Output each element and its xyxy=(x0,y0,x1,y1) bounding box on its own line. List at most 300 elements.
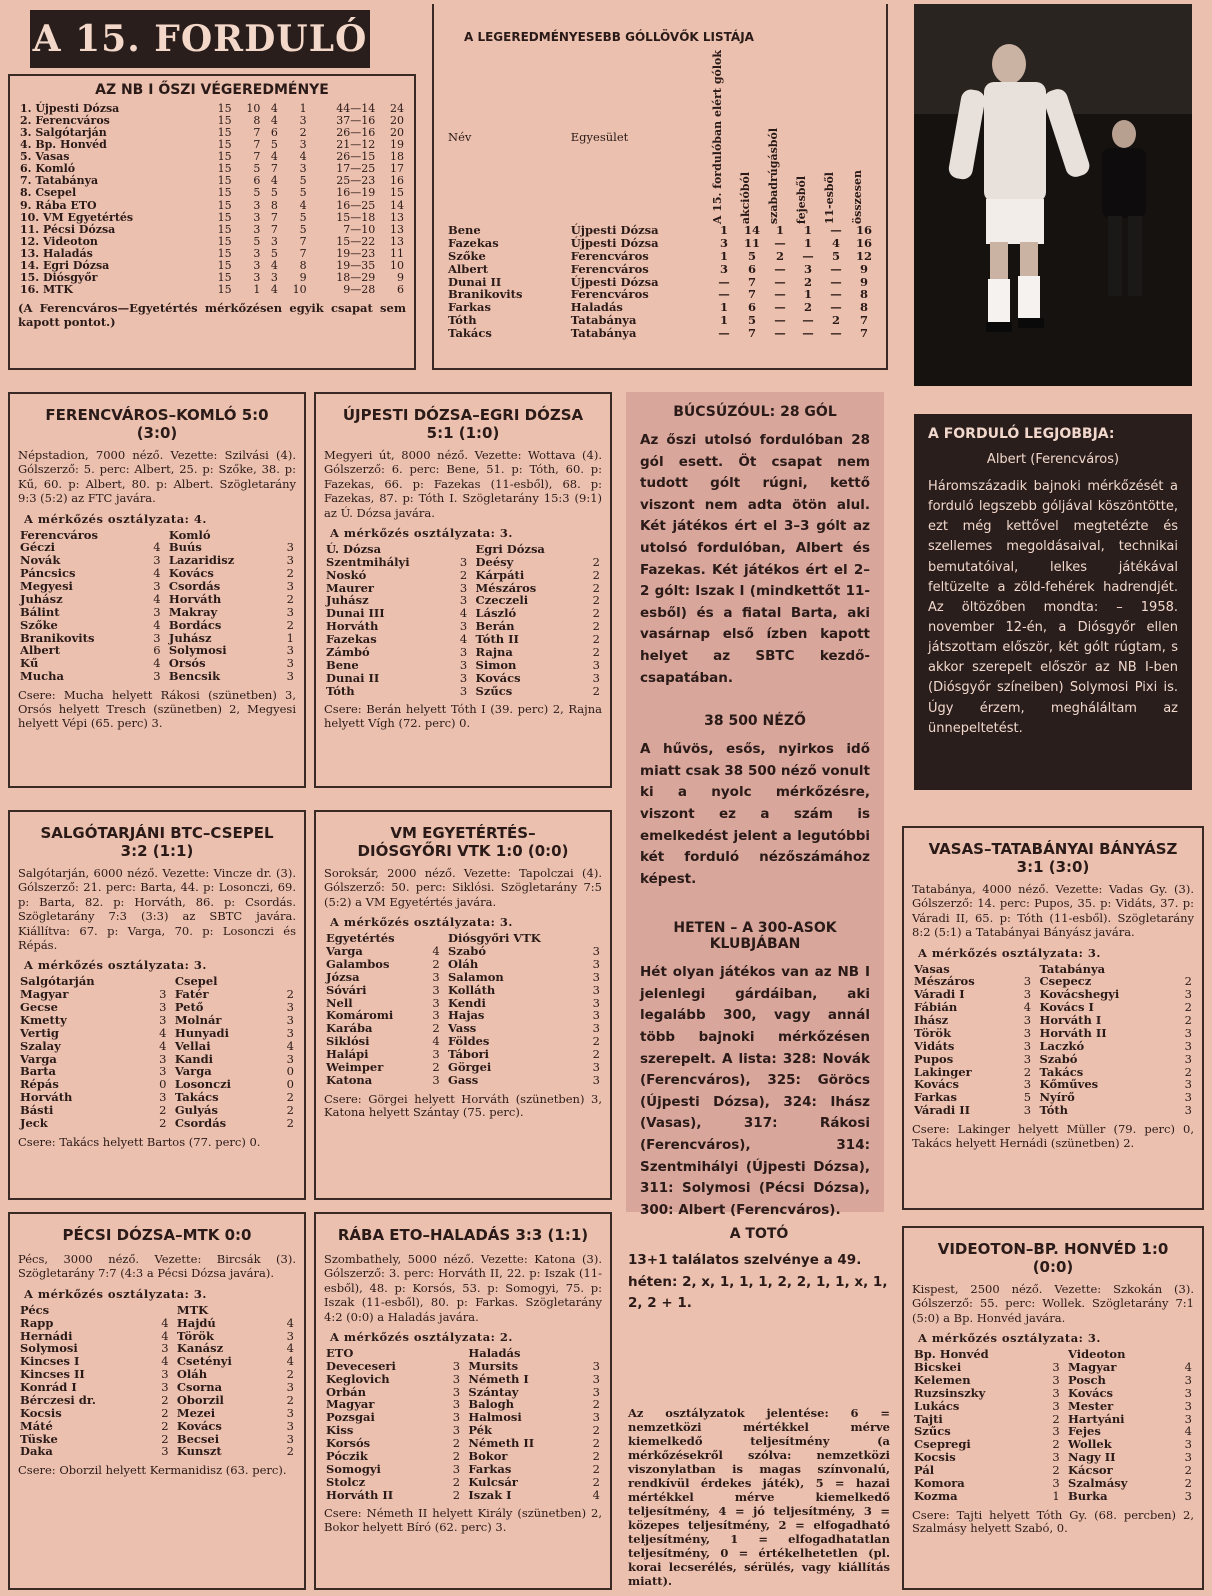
lineup-row xyxy=(18,1027,296,1040)
lineup-team-home: Bp. Honvéd xyxy=(914,1347,989,1362)
standings-note: (A Ferencváros—Egyetértés mérkőzésen egyik csapat sem kapott pontot.) xyxy=(18,301,406,330)
lineup-table xyxy=(324,543,602,698)
lineup-row xyxy=(324,569,602,582)
player-name: Simon xyxy=(475,657,517,672)
player-grade: 2 xyxy=(592,580,600,595)
substitutions: Csere: Németh II helyett Király (szünetben) 2, Bokor helyett Bíró (62. perc) 3. xyxy=(324,1506,602,1535)
player-grade: 3 xyxy=(286,1418,294,1433)
player-grade: 1 xyxy=(286,630,294,645)
player-grade: 3 xyxy=(1184,1398,1192,1413)
spacer xyxy=(276,1304,296,1317)
lineup-team-home: ETO xyxy=(326,1345,354,1360)
scorers-row: Tóth Tatabánya 1 5 — — 2 7 xyxy=(448,313,868,328)
player-grade: 3 xyxy=(161,1341,169,1356)
player-grade: 3 xyxy=(161,1380,169,1394)
standings-title: AZ NB I ŐSZI VÉGEREDMÉNYE xyxy=(95,82,329,98)
standings-row: 14. Egri Dózsa 15 3 4 8 19—35 10 xyxy=(20,259,404,273)
player-grade: 3 xyxy=(432,1047,440,1061)
player-grade: 2 xyxy=(159,1115,167,1130)
player-name: Géczi xyxy=(20,540,56,555)
feature-text-spectators: A hűvös, esős, nyirkos idő miatt csak 38 500 néző vonult ki a nyolc mérkőzésre, viszont ez a szám is emelkedést jelent a legutóbbi két forduló nézőszámához képest. xyxy=(640,741,870,887)
player-name: Fejes xyxy=(1068,1424,1101,1439)
player-name: Pozsgai xyxy=(326,1410,375,1425)
player-grade: 2 xyxy=(1052,1437,1060,1452)
player-grade: 3 xyxy=(1023,1077,1032,1092)
player-grade: 2 xyxy=(452,1436,461,1450)
player-grade: 3 xyxy=(592,1384,600,1399)
player-name: Farkas xyxy=(914,1090,957,1105)
player-grade: 2 xyxy=(161,1405,169,1420)
player-name: Hartyáni xyxy=(1068,1411,1125,1426)
standings-row: 7. Tatabánya 15 6 4 5 25—23 16 xyxy=(20,174,404,188)
match-rating: A mérkőzés osztályzata: 3. xyxy=(918,1331,1101,1346)
substitutions: Csere: Mucha helyett Rákosi (szünetben) 3, Orsós helyett Tresch (szünetben) 2, Megyesi helyett Vépi (65. perc) 3. xyxy=(18,688,296,730)
player-name: Pál xyxy=(914,1463,935,1477)
player-name: Póczik xyxy=(326,1448,368,1463)
player-grade: 3 xyxy=(432,1008,440,1023)
toto-title: A TOTÓ xyxy=(729,1226,789,1242)
lineup-table xyxy=(912,1348,1194,1503)
player-grade: 3 xyxy=(592,944,600,958)
player-grade: 4 xyxy=(161,1328,169,1343)
player-grade: 0 xyxy=(286,1064,294,1079)
player-grade: 2 xyxy=(432,1021,440,1036)
player-name: Somogyi xyxy=(326,1461,381,1476)
player-name: Földes xyxy=(448,1034,490,1049)
player-name: Varga xyxy=(20,1051,57,1066)
standings-row: 4. Bp. Honvéd 15 7 5 3 21—12 19 xyxy=(20,138,404,152)
match-sbtc-csepel xyxy=(8,810,306,1200)
player-name: Makray xyxy=(168,604,218,619)
player-grade: 3 xyxy=(1052,1385,1060,1400)
player-grade: 3 xyxy=(161,1367,169,1382)
player-name: Korsós xyxy=(326,1436,371,1450)
player-name: Mester xyxy=(1068,1398,1114,1413)
player-grade: 2 xyxy=(1023,1064,1032,1079)
player-name: Görgei xyxy=(448,1059,492,1074)
player-grade: 3 xyxy=(286,553,294,568)
player-name: Török xyxy=(914,1025,952,1040)
rating-legend: Az osztályzatok jelentése: 6 = nemzetközi mértékkel mérve kiemelkedő teljesítmény (a mérkőzésekről szólva: nemzetközi viszonylatban is magas színvonalú, rendkívül érdekes játék), 5 = hazai mértékkel mérve kiemelkedő teljesítmény, 4 = jó teljesítmény, 3 = közepes teljesítmény, 2 = elfogadható teljesítmény, 1 = elfogadhatatlan teljesítmény, 0 = értékelhetetlen (pl. korai lecserélés, sérülés, vagy kiállítás miatt). xyxy=(628,1406,890,1589)
lineup-row xyxy=(18,988,296,1001)
player-name: Karába xyxy=(326,1021,373,1036)
lineup-row xyxy=(324,1476,602,1489)
player-grade: 4 xyxy=(153,566,161,581)
player-name: Kovács xyxy=(914,1077,960,1092)
player-grade: 3 xyxy=(592,1008,600,1023)
player-name: Horváth II xyxy=(1039,1025,1107,1040)
player-name: Szabó xyxy=(1039,1051,1078,1066)
match-title: VM EGYETÉRTÉS– xyxy=(390,824,536,842)
scorers-row: Branikovits Ferencváros — 7 — 1 — 8 xyxy=(448,287,868,302)
match-score: 3:2 (1:1) xyxy=(120,842,194,860)
player-grade: 3 xyxy=(452,1461,461,1476)
best-player-box xyxy=(914,414,1192,790)
standings-row: 2. Ferencváros 15 8 4 3 37—16 20 xyxy=(20,113,404,127)
lineup-row xyxy=(912,1053,1194,1066)
player-grade: 2 xyxy=(432,956,440,971)
player-grade: 2 xyxy=(286,987,294,1002)
lineup-team-home: Ferencváros xyxy=(20,527,98,542)
player-name: Kovácshegyi xyxy=(1039,987,1120,1002)
standings-row: 15. Diósgyőr 15 3 3 9 18—29 9 xyxy=(20,271,404,285)
player-name: Csordás xyxy=(168,579,221,593)
player-grade: 4 xyxy=(153,540,161,555)
player-grade: 3 xyxy=(286,579,294,593)
player-grade: 3 xyxy=(452,1384,461,1399)
lineup-row xyxy=(18,1381,296,1394)
player-name: Kanász xyxy=(176,1341,224,1356)
player-name: Pető xyxy=(174,1000,204,1014)
lineup-row xyxy=(912,1387,1194,1400)
player-grade: 2 xyxy=(1184,1000,1192,1015)
player-grade: 3 xyxy=(1023,1038,1032,1053)
player-grade: 2 xyxy=(592,632,600,646)
player-grade: 3 xyxy=(286,669,294,684)
match-raba-haladas xyxy=(314,1212,612,1590)
player-grade: 3 xyxy=(592,1371,600,1386)
player-grade: 3 xyxy=(432,1072,440,1087)
match-rating: A mérkőzés osztályzata: 3. xyxy=(330,915,513,930)
player-grade: 3 xyxy=(153,579,161,593)
player-grade: 2 xyxy=(161,1418,169,1433)
player-name: Kovács xyxy=(475,670,521,685)
player-name: Lukács xyxy=(914,1398,960,1413)
player-name: Kőműves xyxy=(1039,1077,1099,1092)
player-grade: 3 xyxy=(286,1380,294,1394)
player-grade: 3 xyxy=(432,982,440,997)
substitutions: Csere: Tajti helyett Tóth Gy. (68. percben) 2, Szalmásy helyett Szabó, 0. xyxy=(912,1507,1194,1536)
match-report: Pécs, 3000 néző. Vezette: Bircsák (3). Szögletarány 7:7 (4:3 a Pécsi Dózsa javára). xyxy=(18,1252,296,1281)
player-name: Pék xyxy=(468,1423,492,1438)
player-name: Albert xyxy=(20,643,61,658)
player-grade: 5 xyxy=(1023,1090,1032,1105)
player-name: Halápi xyxy=(326,1047,369,1061)
player-name: Horváth xyxy=(20,1090,73,1105)
player-grade: 3 xyxy=(459,593,468,608)
player-grade: 3 xyxy=(1052,1424,1060,1439)
match-score: (3:0) xyxy=(136,424,178,442)
player-name: Vidáts xyxy=(914,1038,955,1053)
player-grade: 2 xyxy=(452,1474,461,1489)
spacer xyxy=(582,543,602,556)
player-name: Weimper xyxy=(326,1059,384,1074)
player-name: Dunai III xyxy=(326,606,385,621)
player-name: Szentmihályi xyxy=(326,554,410,569)
lineup-table xyxy=(912,963,1194,1118)
player-grade: 3 xyxy=(153,553,161,568)
player-name: Orbán xyxy=(326,1384,366,1399)
player-grade: 3 xyxy=(153,604,161,619)
player-grade: 3 xyxy=(459,657,468,672)
player-grade: 2 xyxy=(161,1431,169,1446)
lineup-row xyxy=(912,1374,1194,1387)
lineup-row xyxy=(912,1400,1194,1413)
player-name: Nagy II xyxy=(1068,1450,1116,1465)
player-name: Bálint xyxy=(20,604,60,619)
feature-title-club300: HETEN – A 300-ASOK KLUBJÁBAN xyxy=(673,920,837,953)
scorers-col-header: akcióból xyxy=(739,171,752,225)
player-name: Becsei xyxy=(176,1431,220,1446)
player-grade: 3 xyxy=(153,630,161,645)
match-title: SALGÓTARJÁNI BTC–CSEPEL xyxy=(40,824,274,842)
lineup-row xyxy=(324,1437,602,1450)
player-grade: 2 xyxy=(592,554,600,569)
match-vasas-tatabanya xyxy=(902,826,1204,1210)
player-grade: 2 xyxy=(432,1059,440,1074)
lineup-row xyxy=(18,580,296,593)
player-grade: 3 xyxy=(286,1328,294,1343)
player-name: Bérczesi dr. xyxy=(20,1392,96,1407)
lineup-row xyxy=(18,606,296,619)
player-grade: 3 xyxy=(592,969,600,984)
player-grade: 3 xyxy=(1052,1450,1060,1465)
player-grade: 3 xyxy=(161,1444,169,1459)
player-name: Halmosi xyxy=(468,1410,522,1425)
player-grade: 2 xyxy=(161,1392,169,1407)
player-name: Farkas xyxy=(468,1461,512,1476)
lineup-row xyxy=(324,1061,602,1074)
player-name: Noskó xyxy=(326,567,367,582)
player-grade: 3 xyxy=(1052,1398,1060,1413)
player-grade: 3 xyxy=(452,1358,461,1373)
player-name: Kincses II xyxy=(20,1367,85,1382)
player-grade: 3 xyxy=(432,995,440,1010)
player-grade: 2 xyxy=(1052,1411,1060,1426)
player-grade: 3 xyxy=(452,1397,461,1412)
player-grade: 4 xyxy=(286,1038,294,1053)
player-grade: 2 xyxy=(286,1115,294,1130)
lineup-row xyxy=(912,1014,1194,1027)
match-score: DIÓSGYŐRI VTK 1:0 (0:0) xyxy=(357,842,569,860)
player-name: Mészáros xyxy=(475,580,537,595)
player-grade: 2 xyxy=(592,1436,600,1450)
feature-column xyxy=(626,392,884,1218)
player-name: Keglovich xyxy=(326,1371,390,1386)
lineup-team-away: MTK xyxy=(176,1302,209,1317)
player-name: Komora xyxy=(914,1475,965,1490)
player-name: Branikovits xyxy=(20,630,95,645)
lineup-header xyxy=(324,543,602,556)
player-name: Juhász xyxy=(326,593,369,608)
player-name: Hajdú xyxy=(176,1315,216,1330)
player-name: Kendi xyxy=(448,995,486,1010)
lineup-team-away: Videoton xyxy=(1068,1347,1126,1362)
scorers-col-header: összesen xyxy=(851,169,864,225)
player-grade: 3 xyxy=(159,987,167,1002)
player-name: Maurer xyxy=(326,580,374,595)
spacer xyxy=(18,1244,296,1252)
player-grade: 3 xyxy=(286,604,294,619)
player-grade: 3 xyxy=(1052,1360,1060,1374)
player-name: Tóth II xyxy=(475,632,519,646)
scorers-col-header: fejesből xyxy=(795,175,808,225)
player-name: Bordács xyxy=(168,617,222,632)
player-grade: 3 xyxy=(1184,1411,1192,1426)
lineup-row xyxy=(912,1477,1194,1490)
lineup-row xyxy=(324,984,602,997)
player-name: Kozma xyxy=(914,1488,958,1503)
player-name: Deésy xyxy=(475,554,514,569)
player-name: Oborzil xyxy=(176,1392,224,1407)
lineup-row xyxy=(324,958,602,971)
player-grade: 4 xyxy=(159,1038,167,1053)
player-name: Gass xyxy=(448,1072,479,1087)
player-name: Barta xyxy=(20,1064,56,1079)
standings-row: 13. Haladás 15 3 5 7 19—23 11 xyxy=(20,246,404,260)
player-name: Salamon xyxy=(448,969,504,984)
match-score: 5:1 (1:0) xyxy=(426,424,500,442)
player-grade: 3 xyxy=(1184,1090,1192,1105)
scorers-row: Fazekas Újpesti Dózsa 3 11 — 1 4 16 xyxy=(448,235,872,250)
scorers-col-club: Egyesület xyxy=(570,129,629,144)
player-name: Katona xyxy=(326,1072,373,1087)
player-grade: 4 xyxy=(1023,1000,1032,1015)
player-name: Nell xyxy=(326,995,353,1010)
spacer xyxy=(582,1347,602,1360)
lineup-table xyxy=(324,932,602,1087)
player-name: Rajna xyxy=(475,644,513,659)
lineup-row xyxy=(18,1040,296,1053)
player-name: Varga xyxy=(174,1064,212,1079)
player-grade: 3 xyxy=(153,669,161,684)
player-grade: 3 xyxy=(159,1051,167,1066)
player-grade: 2 xyxy=(592,606,600,621)
lineup-row xyxy=(912,1104,1194,1117)
player-name: Szűcs xyxy=(914,1424,951,1439)
player-name: Mucha xyxy=(20,669,64,684)
player-grade: 3 xyxy=(1023,1013,1032,1027)
lineup-team-home: Salgótarján xyxy=(20,974,95,989)
player-name: Kulcsár xyxy=(468,1474,518,1489)
player-name: Ihász xyxy=(914,1013,949,1027)
player-grade: 3 xyxy=(459,619,468,634)
player-name: Burka xyxy=(1068,1488,1108,1503)
scorers-title: A LEGEREDMÉNYESEBB GÓLLÖVŐK LISTÁJA xyxy=(464,30,754,44)
player-name: Oláh xyxy=(448,956,479,971)
feature-title-goals: BÚCSÚZÓUL: 28 GÓL xyxy=(673,404,837,420)
feature-title-spectators: 38 500 NÉZŐ xyxy=(704,713,806,730)
player-name: Szabó xyxy=(448,944,486,958)
match-report: Tatabánya, 4000 néző. Vezette: Vadas Gy. (3). Gólszerző: 14. perc: Pupos, 35. p: Vidáts, 37. p: Váradi II, 65. p: Tóth (11-esből). Szögletarány 8:2 (5:1) a Tatabányai Bányász javára. xyxy=(912,882,1194,940)
feature-text-club300: Hét olyan játékos van az NB I jelenlegi gárdáiban, aki legalább 300, vagy annál több bajnoki mérkőzésen szerepelt. A lista: 328: Novák (Ferencváros), 325: Göröcs (Újpesti Dózsa), 324: Ihász (Vasas), 317: Rákosi (Ferencváros), 314: Szentmihályi (Újpesti Dózsa), 311: Solymosi (Pécsi Dózsa), 300: Albert (Ferencváros). xyxy=(640,964,870,1218)
player-grade: 3 xyxy=(459,580,468,595)
player-name: Répás xyxy=(20,1077,59,1092)
lineup-team-away: Haladás xyxy=(468,1345,521,1360)
player-name: Csepecz xyxy=(1039,974,1092,989)
player-grade: 2 xyxy=(286,617,294,632)
lineup-row xyxy=(18,593,296,606)
player-grade: 3 xyxy=(432,969,440,984)
player-grade: 2 xyxy=(592,1448,600,1463)
player-grade: 3 xyxy=(1023,1025,1032,1040)
player-grade: 2 xyxy=(1184,1064,1192,1079)
player-grade: 2 xyxy=(592,1034,600,1049)
lineup-team-home: Pécs xyxy=(20,1302,50,1317)
player-grade: 4 xyxy=(153,617,161,632)
player-grade: 3 xyxy=(159,1012,167,1027)
match-rating: A mérkőzés osztályzata: 4. xyxy=(24,511,207,526)
player-name: Csepregi xyxy=(914,1437,971,1452)
standings-row: 3. Salgótarján 15 7 6 2 26—16 20 xyxy=(20,125,404,139)
player-name: Tóth xyxy=(1039,1103,1069,1118)
player-grade: 3 xyxy=(592,1072,600,1087)
player-grade: 3 xyxy=(1184,1437,1192,1452)
scorers-col-header: szabadrúgásból xyxy=(767,128,780,225)
player-name: Stolcz xyxy=(326,1474,366,1489)
scorers-row: Bene Újpesti Dózsa 1 14 1 1 — 16 xyxy=(448,223,872,238)
player-name: Szalmásy xyxy=(1068,1475,1128,1490)
lineup-row xyxy=(912,1027,1194,1040)
player-name: Tábori xyxy=(448,1047,490,1061)
player-name: Dunai II xyxy=(326,670,380,685)
player-name: Horváth xyxy=(168,591,222,606)
substitutions: Csere: Berán helyett Tóth I (39. perc) 2, Rajna helyett Vígh (72. perc) 0. xyxy=(324,702,602,731)
player-name: Fatér xyxy=(174,987,209,1002)
match-rating: A mérkőzés osztályzata: 3. xyxy=(24,1286,207,1301)
feature-text-goals: Az őszi utolsó fordulóban 28 gól esett. Öt csapat nem tudott gólt rúgni, kettő viszont nem adta ötön alul. Két játékos ért el 3–3 gólt az utolsó fordulóban, Albert és Fazekas. Két játékos ért el 2–2 gólt: Iszak I (mindkettőt 11-esből) és a fiatal Barta, aki vasárnap első ízben kapott helyet az SBTC kezdő-csapatában. xyxy=(640,432,870,686)
lineup-row xyxy=(18,1394,296,1407)
player-name: Hajas xyxy=(448,1008,485,1023)
player-name: Kolláth xyxy=(448,982,496,997)
player-grade: 3 xyxy=(286,656,294,671)
match-score: (0:0) xyxy=(1032,1258,1074,1276)
player-name: Kincses I xyxy=(20,1354,80,1369)
player-name: Hernádi xyxy=(20,1328,73,1343)
player-name: Vellai xyxy=(174,1038,211,1053)
player-name: Balogh xyxy=(468,1397,514,1412)
player-name: Jeck xyxy=(20,1115,48,1130)
lineup-row xyxy=(18,1104,296,1117)
player-name: Máté xyxy=(20,1418,53,1433)
player-grade: 0 xyxy=(159,1077,167,1092)
spacer xyxy=(454,543,474,556)
player-name: Lakinger xyxy=(914,1064,972,1079)
player-grade: 2 xyxy=(592,1474,600,1489)
player-grade: 3 xyxy=(286,1000,294,1014)
match-title: VIDEOTON–BP. HONVÉD 1:0 xyxy=(937,1240,1169,1258)
player-grade: 2 xyxy=(286,1392,294,1407)
player-name: László xyxy=(475,606,517,621)
player-grade: 2 xyxy=(592,619,600,634)
best-title: A FORDULÓ LEGJOBBJA: xyxy=(928,426,1115,442)
player-grade: 4 xyxy=(1184,1424,1192,1439)
player-name: Tóth xyxy=(326,683,355,698)
scorers-col-header: A 15. fordulóban elért gólok xyxy=(711,50,724,225)
player-grade: 2 xyxy=(286,1103,294,1117)
player-name: Sóvári xyxy=(326,982,367,997)
scorers-row: Takács Tatabánya — 7 — — — 7 xyxy=(448,326,868,341)
player-grade: 0 xyxy=(286,1077,294,1092)
player-name: Németh II xyxy=(468,1436,535,1450)
player-grade: 4 xyxy=(1184,1360,1192,1374)
player-grade: 4 xyxy=(432,944,440,958)
player-grade: 2 xyxy=(286,591,294,606)
standings-row: 16. MTK 15 1 4 10 9—28 6 xyxy=(20,283,404,297)
standings-row: 6. Komló 15 5 7 3 17—25 17 xyxy=(20,162,404,176)
player-name: Tüske xyxy=(20,1431,58,1446)
lineup-row xyxy=(18,1317,296,1330)
player-name: Kovács xyxy=(176,1418,222,1433)
player-grade: 3 xyxy=(1052,1475,1060,1490)
player-name: Csordás xyxy=(174,1115,227,1130)
match-rating: A mérkőzés osztályzata: 3. xyxy=(24,958,207,973)
player-name: Solymosi xyxy=(168,643,227,658)
player-name: Kácsor xyxy=(1068,1463,1113,1477)
player-name: Orsós xyxy=(168,656,206,671)
player-name: Mészáros xyxy=(914,974,975,989)
player-grade: 3 xyxy=(459,670,468,685)
